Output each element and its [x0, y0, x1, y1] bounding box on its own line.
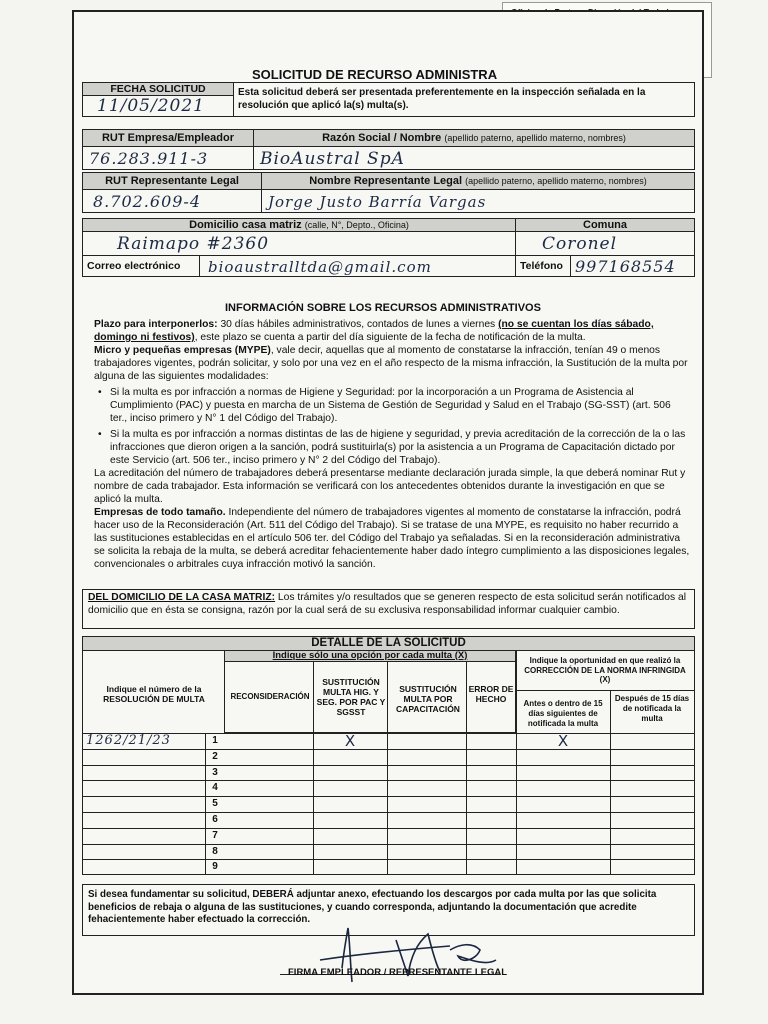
reconsideracion-cell[interactable] — [224, 859, 313, 875]
despues-cell[interactable] — [610, 765, 695, 781]
reconsideracion-cell[interactable] — [224, 765, 313, 781]
despues-cell[interactable] — [610, 796, 695, 812]
email-label: Correo electrónico — [82, 255, 200, 277]
sust-capacitacion-cell[interactable] — [387, 812, 466, 828]
nombre-representante-header — [261, 172, 695, 190]
resolucion-cell[interactable] — [82, 812, 205, 828]
domicilio-hint: (calle, N°, Depto., Oficina) — [304, 220, 409, 230]
resolucion-cell[interactable] — [82, 749, 205, 765]
sust-capacitacion-cell[interactable] — [387, 828, 466, 844]
row-number: 6 — [212, 814, 218, 825]
antes-cell[interactable]: X — [557, 732, 569, 750]
row-number: 7 — [212, 830, 218, 841]
rut-empresa-label: RUT Empresa/Empleador — [82, 129, 254, 147]
bullet-higiene: • Si la multa es por infracción a normas de Higiene y Seguridad: por la incorporación a un Programa de Asistencia al Cumplimiento (PAC) y puesta en marcha de un Sistema de Gestión de Seguridad y Salud en el Trabajo (SG-SST) (art. 506 ter., inciso primero y N° 1 del Código del Trabajo). — [94, 386, 690, 425]
despues-cell[interactable] — [610, 812, 695, 828]
domicilio-note-bold: DEL DOMICILIO DE LA CASA MATRIZ: — [88, 592, 276, 603]
razon-social-hint: (apellido paterno, apellido materno, nombres) — [444, 133, 626, 143]
resolucion-cell[interactable]: 1262/21/23 — [86, 733, 171, 748]
row-number: 5 — [212, 798, 218, 809]
row-number: 3 — [212, 767, 218, 778]
error-cell[interactable] — [466, 749, 516, 765]
phone-field[interactable]: 997168554 — [570, 255, 695, 277]
sust-capacitacion-cell[interactable] — [387, 796, 466, 812]
signature-label: FIRMA EMPLEADOR / REPRESENTANTE LEGAL — [288, 967, 508, 978]
col-reconsideracion-header: RECONSIDERACIÓN — [230, 692, 310, 701]
reconsideracion-cell[interactable] — [224, 749, 313, 765]
sust-higiene-cell[interactable] — [313, 828, 387, 844]
col-despues-header: Después de 15 días de notificada la multa — [614, 694, 690, 723]
error-cell[interactable] — [466, 733, 516, 749]
razon-social-label: Razón Social / Nombre — [322, 132, 442, 144]
acreditacion-paragraph: La acreditación del número de trabajadores deberá presentarse mediante declaración jurada simple, la que deberá nominar Rut y nombre de cada trabajador. Esta información se verificará con los antecedentes obtenidos durante la investigación en que se aplicó la multa. — [94, 468, 686, 505]
email-field[interactable]: bioaustralltda@gmail.com — [199, 255, 516, 277]
reconsideracion-cell[interactable] — [224, 733, 313, 749]
error-cell[interactable] — [466, 780, 516, 796]
rut-empresa-field[interactable]: 76.283.911-3 — [82, 146, 254, 170]
phone-label: Teléfono — [515, 255, 571, 277]
info-section — [94, 318, 690, 571]
antes-cell[interactable] — [516, 749, 610, 765]
antes-cell[interactable] — [516, 812, 610, 828]
error-cell[interactable] — [466, 828, 516, 844]
antes-cell[interactable] — [516, 796, 610, 812]
domicilio-field[interactable]: Raimapo #2360 — [82, 231, 516, 256]
domicilio-note-text: Los trámites y/o resultados que se generen respecto de esta solicitud serán notificados al domicilio que en ésta se consigna, razón por la cual será de su exclusiva responsabilidad informar cualquier cambio. — [88, 592, 687, 616]
resolucion-cell[interactable] — [82, 780, 205, 796]
fecha-field[interactable]: 11/05/2021 — [82, 95, 234, 117]
sust-higiene-cell[interactable] — [313, 749, 387, 765]
row-number: 1 — [212, 735, 218, 746]
domicilio-note-box — [82, 589, 695, 629]
sust-higiene-cell[interactable]: X — [344, 732, 356, 750]
bullet-capacitacion: • Si la multa es por infracción a normas distintas de las de higiene y seguridad, y previa acreditación de la corrección de la o las infracciones que dieron origen a la sanción, podrá sustituirla(s) por la asistencia a un Programa de Capacitación dictado por este Servicio (art. 506 ter., inciso primero y N° 2 del Código del Trabajo). — [94, 428, 690, 467]
rut-representante-field[interactable]: 8.702.609-4 — [82, 189, 262, 213]
row-number: 4 — [212, 782, 218, 793]
col-sust-capacitacion-header: SUSTITUCIÓN MULTA POR CAPACITACIÓN — [396, 684, 460, 714]
reconsideracion-cell[interactable] — [224, 796, 313, 812]
sust-higiene-cell[interactable] — [313, 859, 387, 875]
antes-cell[interactable] — [516, 765, 610, 781]
nombre-representante-hint: (apellido paterno, apellido materno, nombres) — [465, 176, 647, 186]
form-title: SOLICITUD DE RECURSO ADMINISTRA — [252, 67, 498, 82]
row-number: 2 — [212, 751, 218, 762]
antes-cell[interactable] — [516, 859, 610, 875]
plazo-paragraph — [94, 318, 690, 344]
resolucion-cell[interactable] — [82, 844, 205, 860]
col-antes-header: Antes o dentro de 15 días siguientes de notificada la multa — [523, 699, 603, 728]
detalle-subheading: Indique sólo una opción por cada multa (X) — [224, 650, 516, 662]
fecha-note: Esta solicitud deberá ser presentada preferentemente en la inspección señalada en la resolución que aplicó la(s) multa(s). — [233, 82, 695, 117]
col-oportunidad-header: Indique la oportunidad en que realizó la CORRECCIÓN DE LA NORMA INFRINGIDA (X) — [524, 656, 686, 684]
nombre-representante-label: Nombre Representante Legal — [309, 175, 463, 187]
resolucion-cell[interactable] — [82, 859, 205, 875]
resolucion-cell[interactable] — [82, 765, 205, 781]
comuna-field[interactable]: Coronel — [515, 231, 695, 256]
error-cell[interactable] — [466, 765, 516, 781]
oport-sub-divider — [516, 690, 695, 691]
col-error-header: ERROR DE HECHO — [468, 684, 514, 704]
razon-social-field[interactable]: BioAustral SpA — [253, 146, 695, 170]
resolucion-cell[interactable] — [82, 828, 205, 844]
despues-cell[interactable] — [610, 828, 695, 844]
reconsideracion-cell[interactable] — [224, 828, 313, 844]
sust-higiene-cell[interactable] — [313, 844, 387, 860]
sust-higiene-cell[interactable] — [313, 812, 387, 828]
despues-cell[interactable] — [610, 844, 695, 860]
plazo-underline: (no se cuentan los días sábado, domingo ni festivos) — [94, 319, 654, 343]
error-cell[interactable] — [466, 812, 516, 828]
fecha-label: FECHA SOLICITUD — [82, 82, 234, 96]
sust-capacitacion-cell[interactable] — [387, 780, 466, 796]
sust-higiene-cell[interactable] — [313, 765, 387, 781]
razon-social-header — [253, 129, 695, 147]
reconsideracion-cell[interactable] — [224, 780, 313, 796]
sust-capacitacion-cell[interactable] — [387, 844, 466, 860]
despues-cell[interactable] — [610, 749, 695, 765]
resolucion-cell[interactable] — [82, 796, 205, 812]
antes-cell[interactable] — [516, 828, 610, 844]
error-cell[interactable] — [466, 859, 516, 875]
signature-drawing — [300, 920, 540, 990]
plazo-bold: Plazo para interponerlos: — [94, 319, 218, 330]
sust-capacitacion-cell[interactable] — [387, 749, 466, 765]
mype-bold: Micro y pequeñas empresas (MYPE) — [94, 345, 271, 356]
reconsideracion-cell[interactable] — [224, 844, 313, 860]
todo-tamano-bold: Empresas de todo tamaño. — [94, 507, 226, 518]
despues-cell[interactable] — [610, 780, 695, 796]
antes-cell[interactable] — [516, 844, 610, 860]
row-number: 8 — [212, 846, 218, 857]
error-cell[interactable] — [466, 844, 516, 860]
comuna-label: Comuna — [515, 218, 695, 232]
despues-cell[interactable] — [610, 733, 695, 749]
nombre-representante-field[interactable]: Jorge Justo Barría Vargas — [261, 189, 695, 213]
col-sust-higiene-header: SUSTITUCIÓN MULTA HIG. Y SEG. POR PAC Y SGSST — [316, 677, 386, 717]
info-heading: INFORMACIÓN SOBRE LOS RECURSOS ADMINISTRATIVOS — [225, 302, 541, 314]
error-cell[interactable] — [466, 796, 516, 812]
col-resolucion-header: Indique el número de la RESOLUCIÓN DE MULTA — [103, 684, 205, 704]
row-number: 9 — [212, 861, 218, 872]
reconsideracion-cell[interactable] — [224, 812, 313, 828]
sust-higiene-cell[interactable] — [313, 796, 387, 812]
antes-cell[interactable] — [516, 780, 610, 796]
mype-text: , vale decir, aquellas que al momento de constatarse la infracción, tenían 49 o menos trabajadores vigentes, podrán solicitar, y solo por una vez en el año respecto de la misma infracción, la Sustitución de la multa por alguna de las siguientes modalidades: — [94, 345, 688, 382]
sust-capacitacion-cell[interactable] — [387, 765, 466, 781]
plazo-text: 30 días hábiles administrativos, contados de lunes a viernes — [217, 319, 499, 330]
todo-tamano-text: Independiente del número de trabajadores vigentes al momento de constatarse la infracción, podrá hacer uso de la Reconsideración (Art. 511 del Código del Trabajo). Si se tratase de una MYPE, es requisito no haber recurrido a las sustituciones establecidas en el artículo 506 ter. del Código del Trabajo ya señaladas. Si en la reconsideración administrativa se solicita la rebaja de la multa, se deberá acreditar fehacientemente haber dado íntegro cumplimiento a las disposiciones legales, convencionales o arbitrales cuya infracción motivó la sanción. — [94, 507, 690, 570]
domicilio-header — [82, 218, 516, 232]
mype-paragraph — [94, 344, 690, 383]
sust-capacitacion-cell[interactable] — [387, 733, 466, 749]
detalle-heading: DETALLE DE LA SOLICITUD — [82, 636, 695, 651]
rut-representante-label: RUT Representante Legal — [82, 172, 262, 190]
todo-tamano-paragraph — [94, 506, 690, 571]
sust-higiene-cell[interactable] — [313, 780, 387, 796]
plazo-tail: , este plazo se cuenta a partir del día siguiente de la fecha de notificación de la multa. — [194, 332, 586, 343]
fundamento-box: Si desea fundamentar su solicitud, DEBERÁ adjuntar anexo, efectuando los descargos por cada multa por las que solicita beneficios de rebaja o alguna de las sustituciones, y cuando corresponda, adjuntando la documentación que acredite fehacientemente haber efectuado la corrección. — [82, 884, 695, 936]
sust-capacitacion-cell[interactable] — [387, 859, 466, 875]
despues-cell[interactable] — [610, 859, 695, 875]
domicilio-label: Domicilio casa matriz — [189, 219, 302, 231]
